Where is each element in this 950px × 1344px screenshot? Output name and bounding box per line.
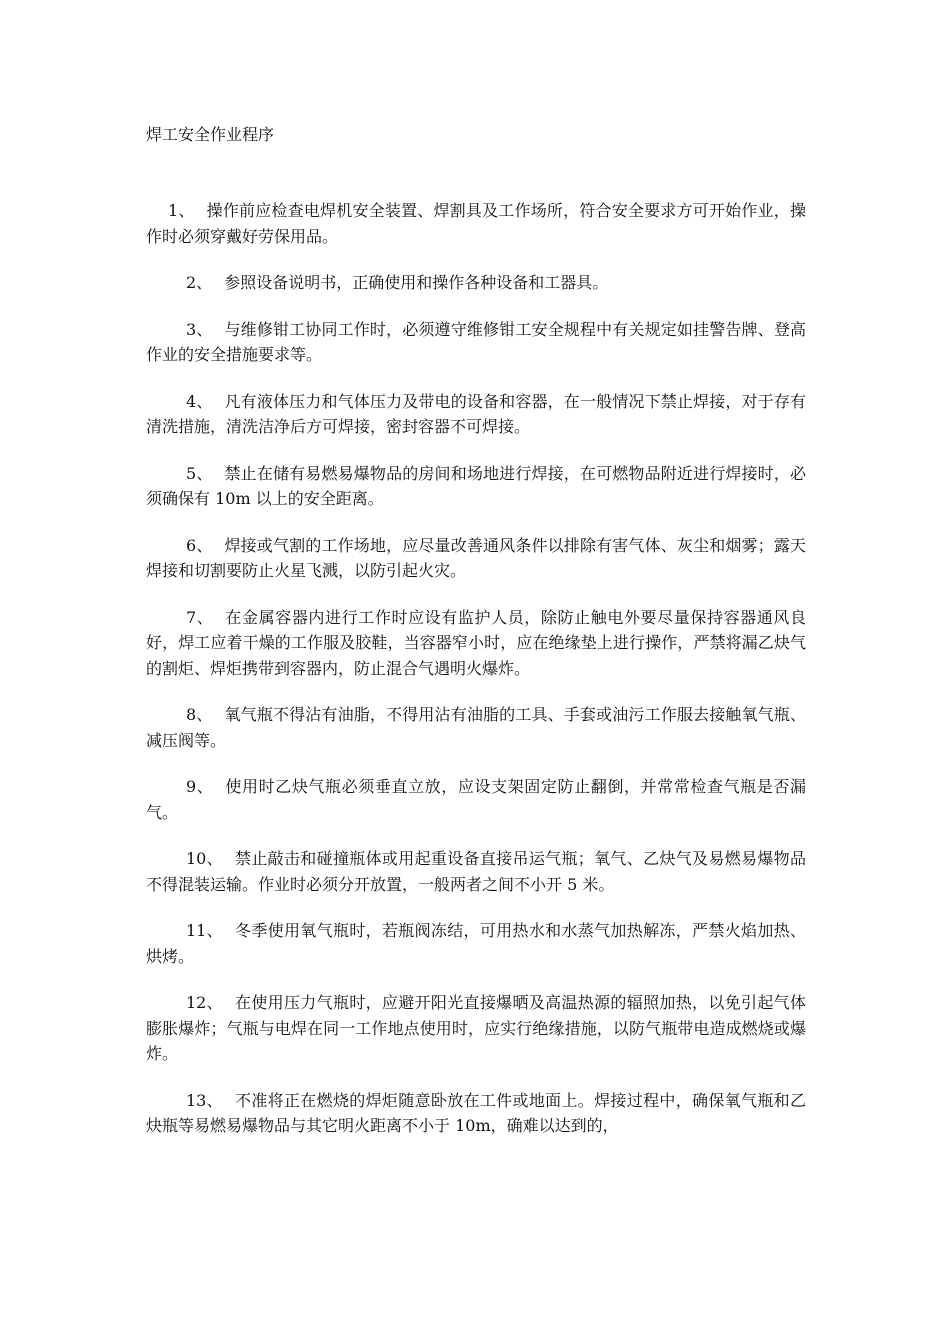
clause-text: 与维修钳工协同工作时，必须遵守维修钳工安全规程中有关规定如挂警告牌、登高作业的安全措施要求等。 bbox=[146, 319, 806, 364]
clause-2 bbox=[146, 270, 806, 296]
clause-number: 3、 bbox=[186, 319, 213, 339]
clause-6 bbox=[146, 533, 806, 584]
clause-number: 2、 bbox=[186, 273, 213, 292]
clause-9 bbox=[146, 774, 806, 825]
clause-text: 参照设备说明书，正确使用和操作各种设备和工器具。 bbox=[224, 273, 609, 292]
clause-number: 10、 bbox=[186, 849, 224, 868]
clause-text: 不准将正在燃烧的焊炬随意卧放在工件或地面上。焊接过程中，确保氧气瓶和乙炔瓶等易燃易爆物品与其它明火距离不小于 10m，确难以达到的， bbox=[146, 1090, 806, 1135]
clause-1 bbox=[146, 198, 806, 249]
clause-text: 操作前应检查电焊机安全装置、焊割具及工作场所，符合安全要求方可开始作业，操作时必须穿戴好劳保用品。 bbox=[146, 201, 806, 246]
clause-number: 7、 bbox=[186, 607, 214, 627]
clause-number: 5、 bbox=[186, 463, 213, 483]
clause-number: 11、 bbox=[186, 921, 224, 940]
clause-12 bbox=[146, 990, 806, 1067]
clause-13 bbox=[146, 1088, 806, 1139]
clause-number: 1、 bbox=[168, 201, 195, 220]
clause-number: 12、 bbox=[186, 993, 224, 1012]
clause-number: 6、 bbox=[186, 535, 213, 555]
clause-text: 凡有液体压力和气体压力及带电的设备和容器，在一般情况下禁止焊接，对于存有清洗措施，清洗洁净后方可焊接，密封容器不可焊接。 bbox=[146, 391, 806, 436]
clause-4 bbox=[146, 389, 806, 440]
clause-text: 在使用压力气瓶时，应避开阳光直接爆晒及高温热源的辐照加热，以免引起气体膨胀爆炸；气瓶与电焊在同一工作地点使用时，应实行绝缘措施，以防气瓶带电造成燃烧或爆炸。 bbox=[146, 993, 806, 1063]
clause-list bbox=[146, 198, 806, 1160]
clause-11 bbox=[146, 918, 806, 969]
clause-text: 在金属容器内进行工作时应设有监护人员，除防止触电外要尽量保持容器通风良好，焊工应着干燥的工作服及胶鞋，当容器窄小时，应在绝缘垫上进行操作，严禁将漏乙炔气的割炬、焊炬携带到容器内，防止混合气遇明火爆炸。 bbox=[146, 607, 806, 678]
clause-5 bbox=[146, 461, 806, 512]
document-title: 焊工安全作业程序 bbox=[146, 125, 275, 144]
document-page bbox=[146, 0, 806, 1344]
clause-10 bbox=[146, 846, 806, 897]
clause-3 bbox=[146, 317, 806, 368]
clause-number: 8、 bbox=[186, 705, 213, 724]
clause-number: 9、 bbox=[186, 777, 214, 796]
clause-8 bbox=[146, 702, 806, 753]
clause-number: 4、 bbox=[186, 391, 213, 411]
clause-text: 冬季使用氧气瓶时，若瓶阀冻结，可用热水和水蒸气加热解冻，严禁火焰加热、烘烤。 bbox=[146, 921, 806, 966]
clause-text: 禁止敲击和碰撞瓶体或用起重设备直接吊运气瓶；氧气、乙炔气及易燃易爆物品不得混装运输。作业时必须分开放置，一般两者之间不小开 5 米。 bbox=[146, 849, 806, 894]
clause-text: 焊接或气割的工作场地，应尽量改善通风条件以排除有害气体、灰尘和烟雾；露天焊接和切割要防止火星飞溅，以防引起火灾。 bbox=[146, 535, 806, 580]
clause-text: 氧气瓶不得沾有油脂，不得用沾有油脂的工具、手套或油污工作服去接触氧气瓶、减压阀等。 bbox=[146, 705, 806, 750]
clause-text: 禁止在储有易燃易爆物品的房间和场地进行焊接，在可燃物品附近进行焊接时，必须确保有 10m 以上的安全距离。 bbox=[146, 463, 806, 508]
clause-number: 13、 bbox=[186, 1090, 224, 1110]
clause-text: 使用时乙炔气瓶必须垂直立放，应设支架固定防止翻倒，并常常检查气瓶是否漏气。 bbox=[146, 777, 806, 822]
clause-7 bbox=[146, 605, 806, 682]
